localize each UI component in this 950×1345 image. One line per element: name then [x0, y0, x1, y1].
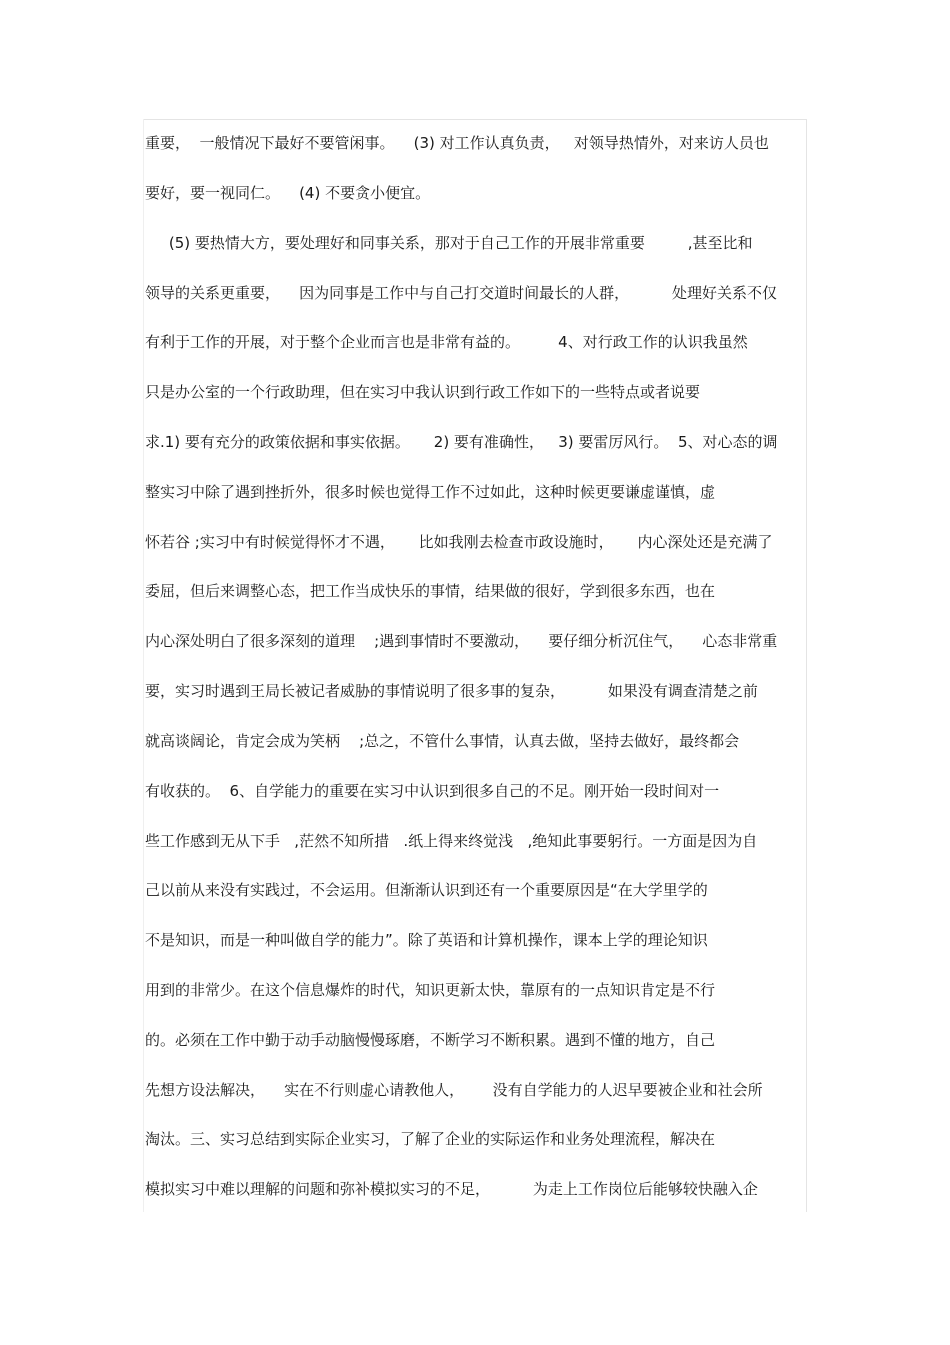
text-line: 模拟实习中难以理解的问题和弥补模拟实习的不足， 为走上工作岗位后能够较快融入企 — [145, 1180, 758, 1198]
text-line: 不是知识，而是一种叫做自学的能力”。除了英语和计算机操作，课本上学的理论知识 — [145, 931, 708, 949]
text-line: 就高谈阔论，肯定会成为笑柄 ;总之，不管什么事情，认真去做，坚持去做好，最终都会 — [145, 732, 740, 750]
text-line: 些工作感到无从下手 ,茫然不知所措 .纸上得来终觉浅 ,绝知此事要躬行。一方面是因为自 — [145, 832, 758, 850]
page-border-left — [143, 119, 144, 1212]
text-line: 内心深处明白了很多深刻的道理 ;遇到事情时不要激动， 要仔细分析沉住气， 心态非常重 — [145, 632, 778, 650]
text-line: 要好，要一视同仁。 (4) 不要贪小便宜。 — [145, 184, 431, 202]
text-line: 有利于工作的开展，对于整个企业而言也是非常有益的。 4、对行政工作的认识我虽然 — [145, 333, 748, 351]
page-border-top — [143, 119, 807, 120]
text-line: 淘汰。三、实习总结到实际企业实习，了解了企业的实际运作和业务处理流程，解决在 — [145, 1130, 716, 1148]
text-line: 只是办公室的一个行政助理，但在实习中我认识到行政工作如下的一些特点或者说要 — [145, 383, 701, 401]
text-line: 用到的非常少。在这个信息爆炸的时代，知识更新太快，靠原有的一点知识肯定是不行 — [145, 981, 716, 999]
text-line: 整实习中除了遇到挫折外，很多时候也觉得工作不过如此，这种时候更要谦虚谨慎，虚 — [145, 483, 716, 501]
text-line: (5) 要热情大方，要处理好和同事关系，那对于自己工作的开展非常重要 ,甚至比和 — [145, 234, 753, 252]
text-line: 怀若谷 ;实习中有时候觉得怀才不遇， 比如我刚去检查市政设施时， 内心深处还是充满了 — [145, 533, 773, 551]
text-line: 的。必须在工作中勤于动手动脑慢慢琢磨，不断学习不断积累。遇到不懂的地方，自己 — [145, 1031, 716, 1049]
text-line: 领导的关系更重要， 因为同事是工作中与自己打交道时间最长的人群， 处理好关系不仅 — [145, 284, 777, 302]
page-border-right — [806, 119, 807, 1212]
text-line: 有收获的。 6、自学能力的重要在实习中认识到很多自己的不足。刚开始一段时间对一 — [145, 782, 720, 800]
text-line: 重要， 一般情况下最好不要管闲事。 (3) 对工作认真负责， 对领导热情外，对来访人员也 — [145, 134, 769, 152]
text-line: 要，实习时遇到王局长被记者威胁的事情说明了很多事的复杂， 如果没有调查清楚之前 — [145, 682, 758, 700]
text-line: 求.1) 要有充分的政策依据和事实依据。 2) 要有准确性， 3) 要雷厉风行。 5、对心态的调 — [145, 433, 778, 451]
text-line: 己以前从来没有实践过，不会运用。但渐渐认识到还有一个重要原因是“在大学里学的 — [145, 881, 708, 899]
text-line: 先想方设法解决， 实在不行则虚心请教他人， 没有自学能力的人迟早要被企业和社会所 — [145, 1081, 763, 1099]
text-line: 委屈，但后来调整心态，把工作当成快乐的事情，结果做的很好，学到很多东西，也在 — [145, 582, 716, 600]
